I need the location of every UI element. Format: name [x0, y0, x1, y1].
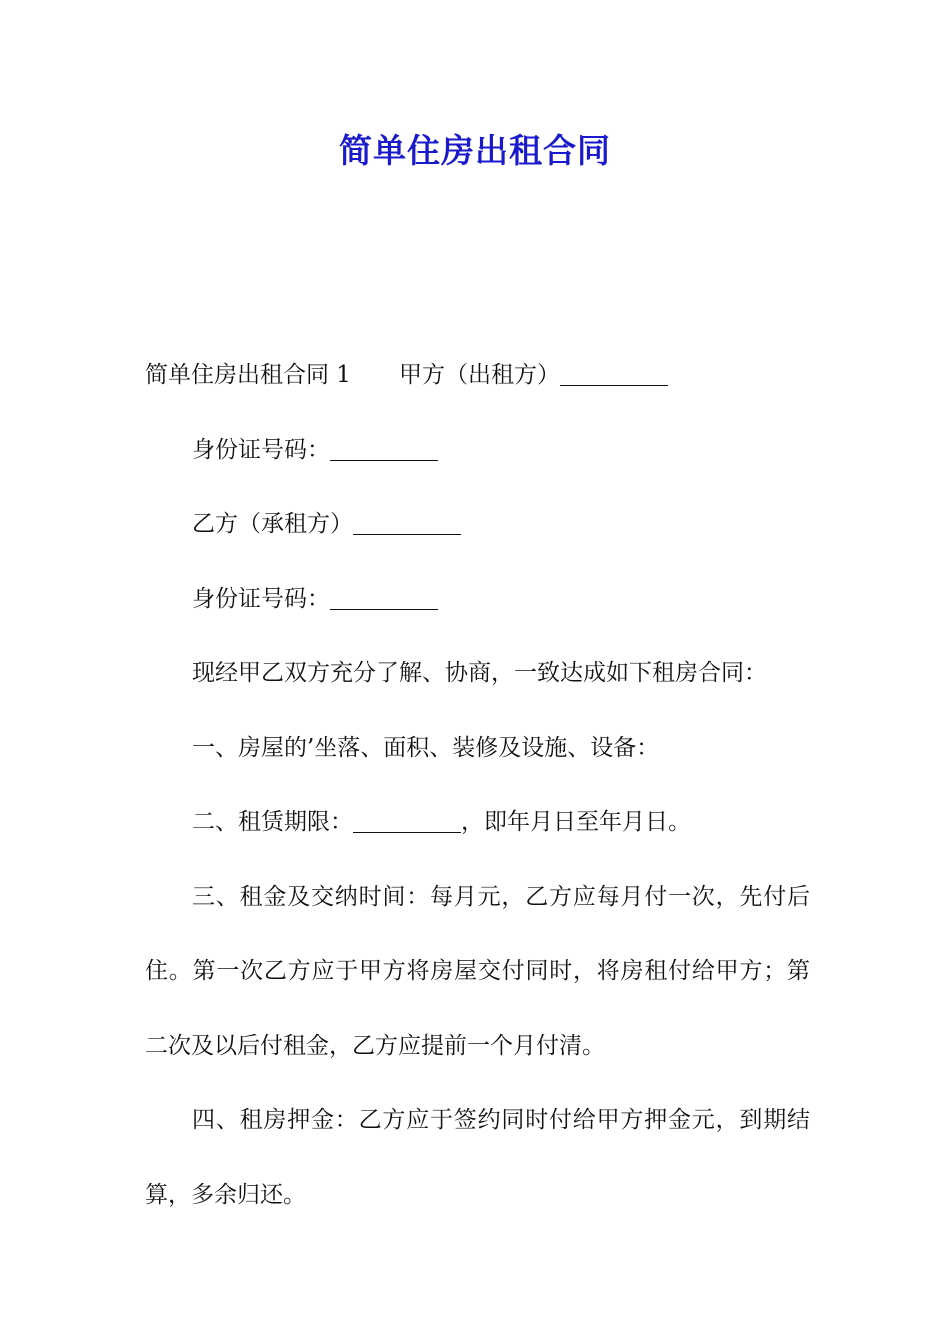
id-number-blank-a: [330, 460, 438, 461]
party-a-blank: [560, 385, 668, 386]
clause-1: 一、房屋的’坐落、面积、装修及设施、设备：: [192, 734, 660, 761]
party-a-label: 甲方（出租方）: [398, 362, 560, 388]
intro-paragraph: 现经甲乙双方充分了解、协商，一致达成如下租房合同：: [192, 660, 767, 686]
clause-3: 三、租金及交纳时间：每月元，乙方应每月付一次，先付后住。第一次乙方应于甲方将房屋交付同时，将房租付给甲方；第二次及以后付租金，乙方应提前一个月付清。: [145, 883, 810, 1059]
id-number-line-a: [145, 413, 810, 488]
party-b-line: [145, 487, 810, 562]
contract-body: [145, 338, 810, 1232]
document-title: 简单住房出租合同: [339, 131, 611, 170]
clause-2-label: 二、租赁期限：: [192, 809, 353, 835]
contract-header-line: [145, 338, 810, 413]
id-number-blank-b: [330, 609, 438, 610]
party-b-label: 乙方（承租方）: [192, 511, 353, 537]
party-b-blank: [353, 534, 461, 535]
clause-4: 四、租房押金：乙方应于签约同时付给甲方押金元，到期结算，多余归还。: [145, 1107, 810, 1208]
clause-2-suffix: ，即年月日至年月日。: [461, 809, 691, 835]
id-number-label-b: 身份证号码：: [192, 585, 330, 612]
contract-number-label: 简单住房出租合同 1: [145, 362, 351, 388]
id-number-line-b: [145, 562, 810, 637]
id-number-label-a: 身份证号码：: [192, 436, 330, 463]
clause-2: [145, 785, 810, 860]
lease-term-blank: [353, 832, 461, 833]
